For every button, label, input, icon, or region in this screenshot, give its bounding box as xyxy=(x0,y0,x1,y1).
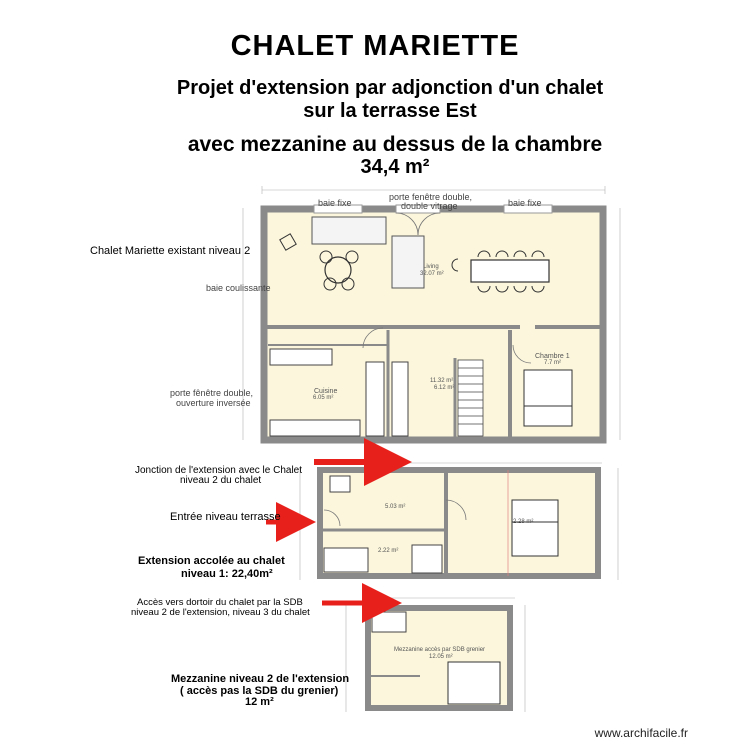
baie-fixe-right-label: baie fixe xyxy=(508,198,542,208)
extension-note-1: Extension accolée au chalet xyxy=(138,555,285,567)
chambre-label: Chambre 1 xyxy=(535,353,570,360)
acces-note-2: niveau 2 de l'extension, niveau 3 du chalet xyxy=(131,607,310,618)
chambre-area: 7.7 m² xyxy=(544,360,562,366)
mezz-plan-area: 12.05 m² xyxy=(429,654,453,660)
page-title: CHALET MARIETTE xyxy=(230,30,520,62)
existing-chalet-plan xyxy=(264,205,603,440)
porte-fenetre-note-2: ouverture inversée xyxy=(176,398,251,408)
entree-note: Entrée niveau terrasse xyxy=(170,511,281,523)
jonction-note-2: niveau 2 du chalet xyxy=(180,475,262,486)
surface-total: 34,4 m² xyxy=(360,156,430,178)
watermark: www.archifacile.fr xyxy=(594,726,688,740)
mezz-note-3: 12 m² xyxy=(245,696,274,708)
existing-chalet-note: Chalet Mariette existant niveau 2 xyxy=(90,245,251,257)
cuisine-label: Cuisine xyxy=(314,388,338,395)
porte-top-label-2: double vitrage xyxy=(401,201,458,211)
mezz-note-2: ( accès pas la SDB du grenier) xyxy=(180,685,339,697)
cuisine-area: 6.05 m² xyxy=(313,395,334,401)
subtitle-line-1: Projet d'extension par adjonction d'un chalet xyxy=(176,77,604,99)
living-area: 32.07 m² xyxy=(420,271,444,277)
stair-area-1: 11.32 m² xyxy=(430,378,454,384)
subtitle-line-2: sur la terrasse Est xyxy=(303,100,477,122)
porte-fenetre-note-1: porte fênêtre double, xyxy=(170,388,254,398)
stair-area-2: 6.12 m² xyxy=(434,385,455,391)
subtitle-line-3: avec mezzanine au dessus de la chambre xyxy=(187,133,603,156)
mezz-plan-label: Mezzanine accès par SDB grenier xyxy=(394,647,486,653)
ext-bed-area: 2.28 m² xyxy=(513,519,534,525)
living-label: Living xyxy=(423,264,439,270)
jonction-note-1: Jonction de l'extension avec le Chalet xyxy=(135,465,303,476)
extension-level1-plan xyxy=(320,470,598,576)
acces-note-1: Accès vers dortoir du chalet par la SDB xyxy=(137,597,303,608)
ext-room-area: 5.03 m² xyxy=(385,504,406,510)
mezz-note-1: Mezzanine niveau 2 de l'extension xyxy=(171,673,350,685)
baie-fixe-left-label: baie fixe xyxy=(318,198,352,208)
extension-note-2: niveau 1: 22,40m² xyxy=(181,568,273,580)
ext-bath-area: 2.22 m² xyxy=(378,548,399,554)
porte-top-label-1: porte fenêtre double, xyxy=(389,192,473,202)
baie-coulissante-note: baie coulissante xyxy=(206,283,271,293)
